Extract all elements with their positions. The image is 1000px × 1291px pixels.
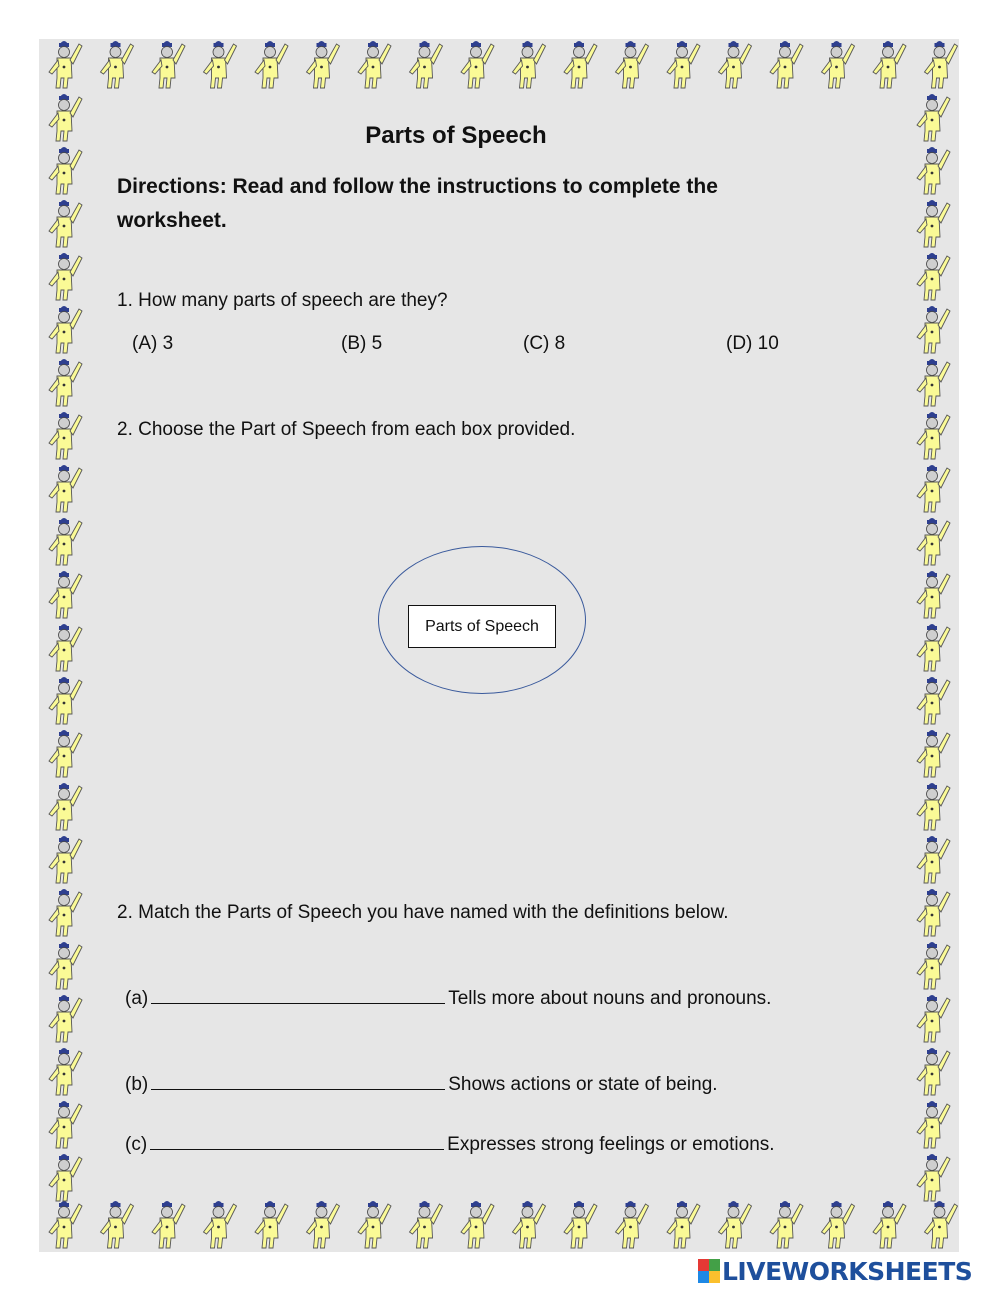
option-c[interactable]: (C) 8: [523, 333, 566, 354]
diagram-label: Parts of Speech: [425, 617, 539, 635]
answer-blank-b[interactable]: [151, 1088, 445, 1090]
option-d[interactable]: (D) 10: [726, 333, 779, 354]
match-letter: (b): [125, 1074, 149, 1095]
question-3-text: 2. Match the Parts of Speech you have named with the definitions below.: [117, 902, 729, 923]
match-definition: Shows actions or state of being.: [448, 1074, 718, 1095]
match-letter: (c): [125, 1134, 148, 1155]
question-1-text: 1. How many parts of speech are they?: [117, 290, 448, 311]
match-row-c: [125, 1134, 775, 1156]
match-definition: Expresses strong feelings or emotions.: [447, 1134, 775, 1155]
logo-icon: [698, 1259, 720, 1283]
match-row-b: [125, 1074, 718, 1096]
match-row-a: [125, 988, 771, 1010]
logo-text: LIVEWORKSHEETS: [722, 1256, 973, 1286]
option-a[interactable]: (A) 3: [132, 333, 174, 354]
match-definition: Tells more about nouns and pronouns.: [448, 988, 772, 1009]
question-2-text: 2. Choose the Part of Speech from each box provided.: [117, 419, 576, 440]
liveworksheets-logo[interactable]: [698, 1258, 972, 1284]
page-title: Parts of Speech: [365, 122, 547, 149]
match-letter: (a): [125, 988, 149, 1009]
option-b[interactable]: (B) 5: [341, 333, 383, 354]
parts-of-speech-box[interactable]: [408, 605, 556, 648]
directions-text: Directions: Read and follow the instructions to complete the worksheet.: [117, 175, 718, 232]
answer-blank-c[interactable]: [150, 1148, 444, 1150]
answer-blank-a[interactable]: [151, 1002, 445, 1004]
